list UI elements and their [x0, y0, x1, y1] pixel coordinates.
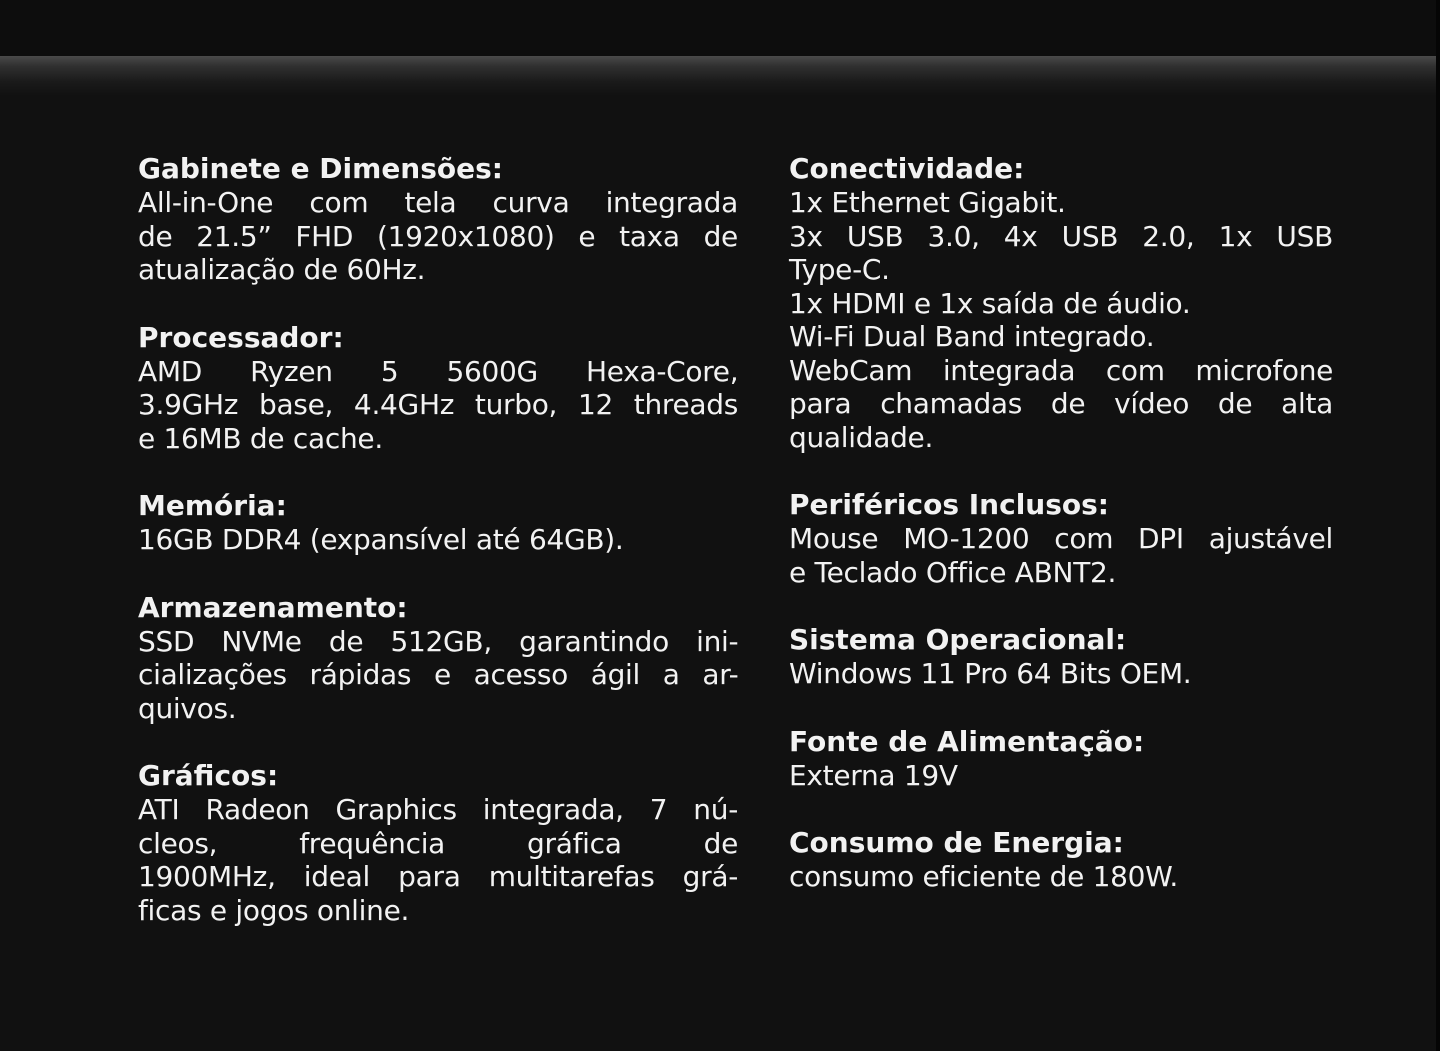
spec-line: cleos, frequência gráfica de	[138, 826, 738, 860]
spec-section-os	[789, 623, 1333, 691]
spec-body	[789, 522, 1333, 589]
spec-line: SSD NVMe de 512GB, garantindo ini-	[138, 624, 739, 658]
spec-section-power-supply	[789, 725, 1333, 793]
spec-heading: Gráficos:	[138, 759, 279, 792]
spec-line: 1900MHz, ideal para multitarefas grá-	[138, 860, 738, 893]
left-spec-column	[138, 152, 738, 961]
spec-heading: Fonte de Alimentação:	[789, 724, 1145, 758]
spec-line: de 21.5” FHD (1920x1080) e taxa de	[138, 219, 738, 253]
spec-heading: Consumo de Energia:	[789, 826, 1124, 859]
spec-body	[789, 657, 1333, 691]
spec-line: consumo eficiente de 180W.	[789, 860, 1178, 893]
spec-body	[789, 186, 1333, 454]
spec-line: para chamadas de vídeo de alta	[789, 387, 1333, 420]
spec-section-cabinet	[138, 152, 738, 287]
spec-line: WebCam integrada com microfone	[789, 353, 1334, 387]
spec-section-memory	[138, 489, 738, 557]
spec-body	[138, 625, 738, 726]
spec-line: Windows 11 Pro 64 Bits OEM.	[789, 657, 1192, 690]
spec-line: quivos.	[138, 691, 237, 725]
spec-body	[138, 523, 738, 557]
spec-body	[138, 793, 738, 927]
top-bevel-band	[0, 56, 1436, 96]
spec-line: 3x USB 3.0, 4x USB 2.0, 1x USB	[789, 219, 1333, 253]
spec-heading: Armazenamento:	[138, 590, 408, 624]
spec-section-connectivity	[789, 152, 1333, 454]
right-spec-column	[789, 152, 1333, 928]
spec-section-power-consumption	[789, 826, 1333, 894]
spec-line: 1x Ethernet Gigabit.	[789, 186, 1066, 219]
spec-section-processor	[138, 321, 738, 456]
spec-heading: Processador:	[138, 320, 344, 354]
spec-line: Externa 19V	[789, 758, 958, 792]
spec-line: Mouse MO-1200 com DPI ajustável	[789, 522, 1333, 555]
spec-heading: Conectividade:	[789, 152, 1025, 185]
spec-body	[789, 759, 1333, 793]
spec-line: AMD Ryzen 5 5600G Hexa-Core,	[138, 354, 739, 388]
spec-line: 3.9GHz base, 4.4GHz turbo, 12 threads	[138, 388, 739, 421]
spec-heading: Gabinete e Dimensões:	[138, 152, 503, 185]
spec-body	[138, 355, 738, 456]
spec-line: 16GB DDR4 (expansível até 64GB).	[138, 523, 624, 556]
spec-line: cializações rápidas e acesso ágil a ar-	[138, 658, 739, 691]
spec-section-peripherals	[789, 488, 1333, 589]
spec-body	[789, 860, 1333, 894]
spec-heading: Periféricos Inclusos:	[789, 488, 1109, 521]
top-dark-strip	[0, 0, 1436, 56]
spec-line: ficas e jogos online.	[138, 893, 410, 927]
spec-line: atualização de 60Hz.	[138, 253, 426, 286]
spec-line: All-in-One com tela curva integrada	[138, 186, 738, 219]
spec-heading: Sistema Operacional:	[789, 623, 1127, 656]
spec-section-storage	[138, 591, 738, 726]
spec-section-graphics	[138, 759, 738, 927]
spec-line: ATI Radeon Graphics integrada, 7 nú-	[138, 793, 738, 826]
spec-line: e Teclado Office ABNT2.	[789, 555, 1117, 589]
spec-line: e 16MB de cache.	[138, 421, 383, 455]
spec-body	[138, 186, 738, 287]
spec-line: Type-C.	[789, 253, 890, 286]
spec-line: 1x HDMI e 1x saída de áudio.	[789, 286, 1191, 320]
spec-heading: Memória:	[138, 489, 287, 522]
spec-line: qualidade.	[789, 420, 934, 454]
right-edge-bar	[1436, 0, 1440, 1051]
spec-line: Wi-Fi Dual Band integrado.	[789, 320, 1155, 353]
